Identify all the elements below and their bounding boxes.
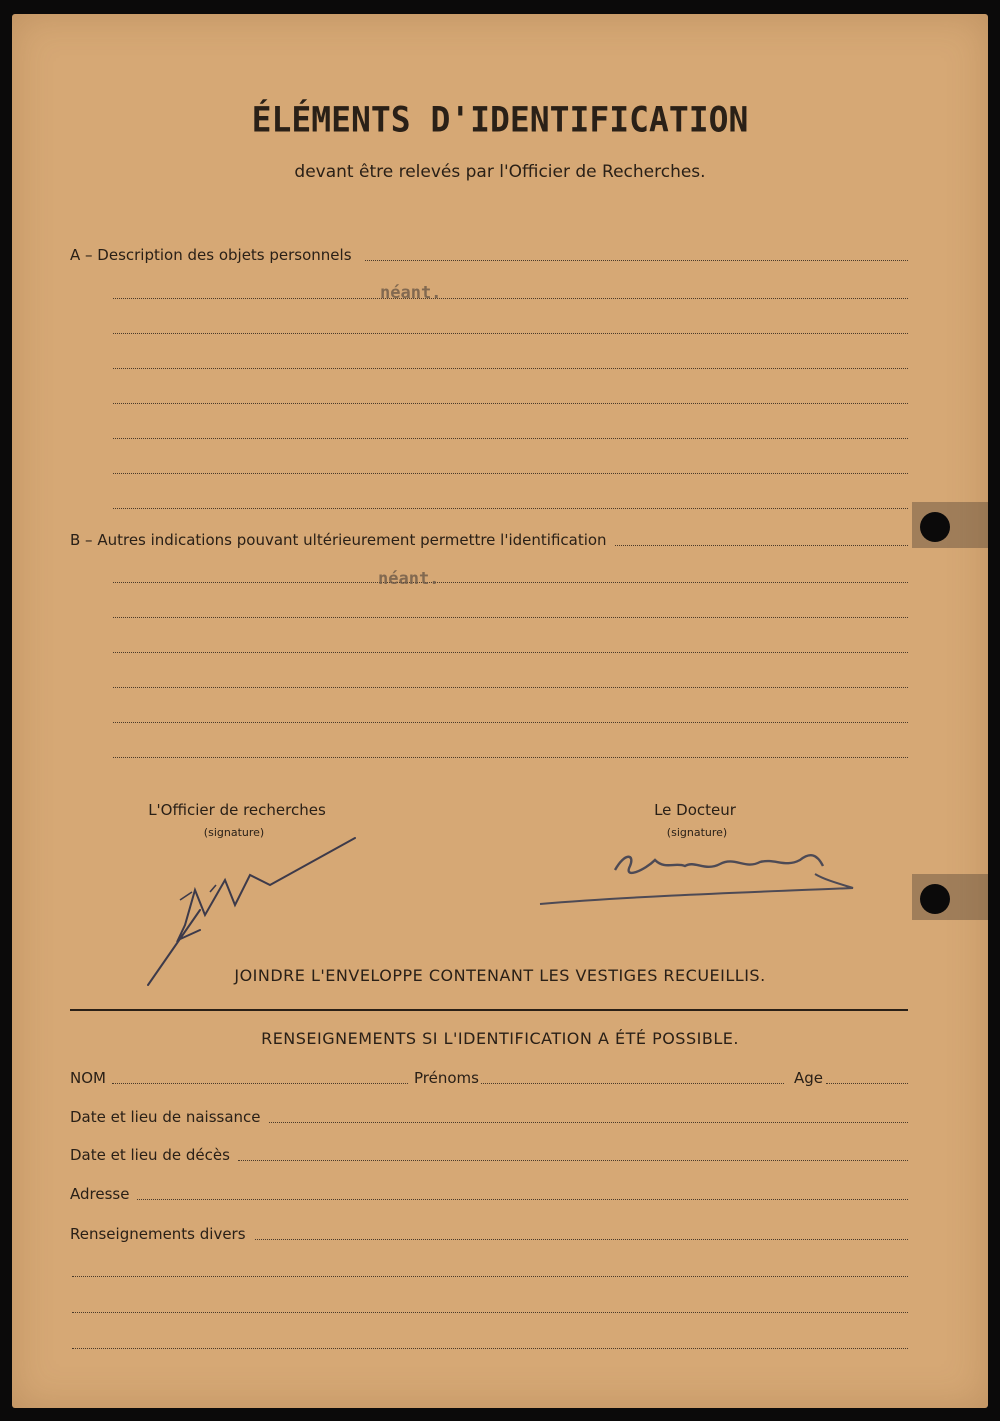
identification-heading: RENSEIGNEMENTS SI L'IDENTIFICATION A ÉTÉ POSSIBLE. xyxy=(261,1029,739,1048)
dotted-line xyxy=(113,508,908,509)
dotted-line xyxy=(113,298,908,299)
dotted-line xyxy=(113,617,908,618)
officer-signature-sub: (signature) xyxy=(203,826,265,839)
dotted-line xyxy=(113,582,908,583)
divers-label: Renseignements divers xyxy=(70,1225,254,1243)
dotted-line xyxy=(112,1083,408,1084)
age-label: Age xyxy=(794,1069,824,1087)
dotted-line xyxy=(113,333,908,334)
instruction-text: JOINDRE L'ENVELOPPE CONTENANT LES VESTIGES RECUEILLIS. xyxy=(234,966,766,985)
dotted-line xyxy=(134,1199,908,1200)
doctor-signature-label: Le Docteur xyxy=(654,801,736,819)
dotted-line xyxy=(113,473,908,474)
dotted-line xyxy=(72,1348,908,1349)
prenoms-label: Prénoms xyxy=(414,1069,479,1087)
dotted-line xyxy=(472,1083,784,1084)
nom-label: NOM xyxy=(70,1069,106,1087)
punch-hole xyxy=(920,884,950,914)
dotted-line xyxy=(72,1312,908,1313)
dotted-line xyxy=(113,368,908,369)
section-divider xyxy=(70,1009,908,1011)
page-title: ÉLÉMENTS D'IDENTIFICATION xyxy=(251,99,749,140)
dotted-line xyxy=(113,403,908,404)
dotted-line xyxy=(826,1083,908,1084)
dotted-line xyxy=(365,260,908,261)
doctor-signature xyxy=(535,840,865,910)
section-a-typed-value: néant. xyxy=(380,283,442,303)
section-a-label: A – Description des objets personnels xyxy=(70,246,360,264)
section-b-typed-value: néant. xyxy=(378,569,440,589)
dotted-line xyxy=(113,438,908,439)
officer-signature-label: L'Officier de recherches xyxy=(148,801,326,819)
naissance-label: Date et lieu de naissance xyxy=(70,1108,269,1126)
adresse-label: Adresse xyxy=(70,1185,137,1203)
punch-hole xyxy=(920,512,950,542)
deces-label: Date et lieu de décès xyxy=(70,1146,238,1164)
doctor-signature-sub: (signature) xyxy=(666,826,728,839)
dotted-line xyxy=(113,757,908,758)
section-b-label: B – Autres indications pouvant ultérieurement permettre l'identification xyxy=(70,531,615,549)
dotted-line xyxy=(238,1160,908,1161)
dotted-line xyxy=(113,652,908,653)
dotted-line xyxy=(113,722,908,723)
dotted-line xyxy=(258,1122,908,1123)
page-subtitle: devant être relevés par l'Officier de Recherches. xyxy=(294,162,706,182)
dotted-line xyxy=(595,545,908,546)
dotted-line xyxy=(113,687,908,688)
dotted-line xyxy=(237,1239,908,1240)
dotted-line xyxy=(72,1276,908,1277)
